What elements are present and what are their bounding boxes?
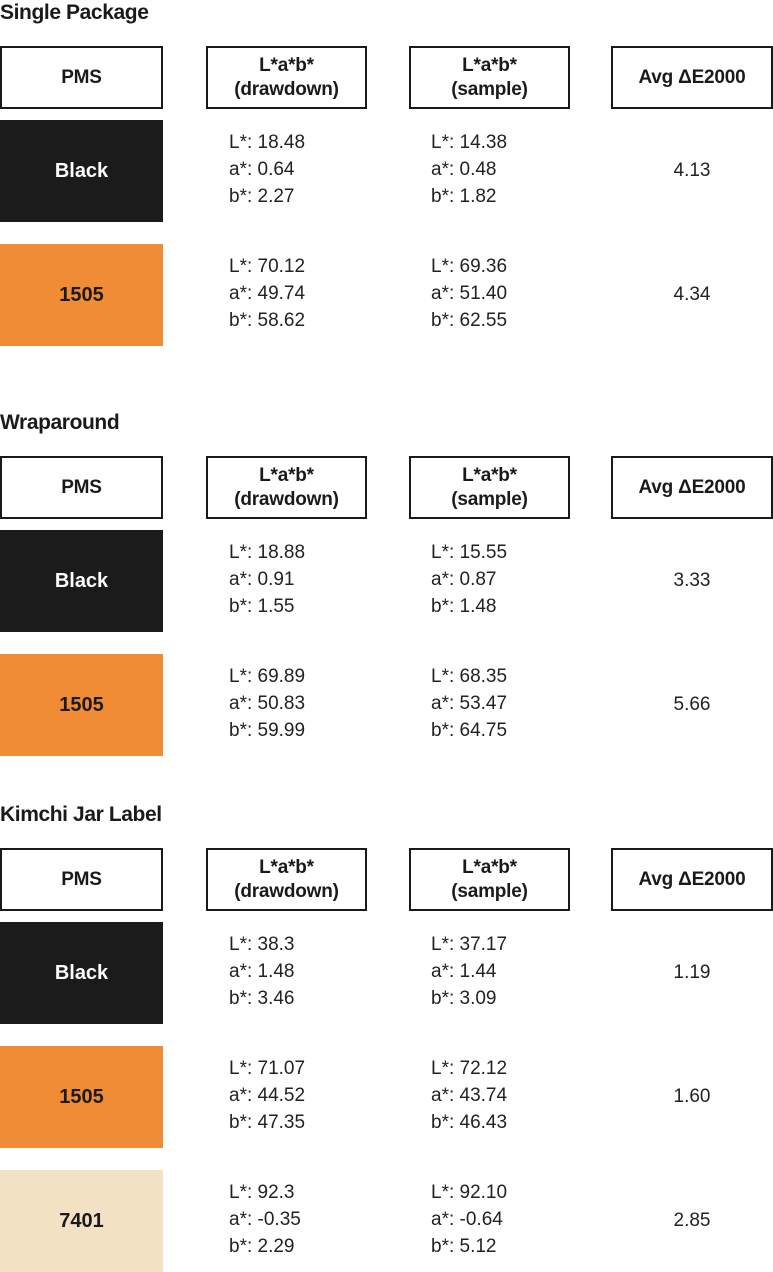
pms-label: 1505 <box>59 1085 104 1108</box>
drawdown-a: a*: 49.74 <box>229 283 306 304</box>
pms-label: 1505 <box>59 283 104 306</box>
section-title: Kimchi Jar Label <box>0 803 162 826</box>
header-drawdown-line2: (drawdown) <box>234 78 339 100</box>
sample-b: b*: 46.43 <box>431 1112 508 1133</box>
drawdown-b: b*: 47.35 <box>229 1112 306 1133</box>
drawdown-a: a*: 44.52 <box>229 1085 306 1106</box>
sample-values <box>431 1179 507 1260</box>
drawdown-values <box>229 1055 305 1136</box>
sample-b: b*: 1.82 <box>431 186 497 207</box>
sample-values <box>431 931 507 1012</box>
header-pms <box>0 46 163 109</box>
header-sample <box>409 456 570 519</box>
pms-label: Black <box>54 159 109 182</box>
drawdown-a: a*: 0.91 <box>229 569 295 590</box>
avg-delta-e-value: 4.34 <box>673 284 711 305</box>
drawdown-values <box>229 129 305 210</box>
sample-a: a*: 0.87 <box>431 569 497 590</box>
sample-l: L*: 15.55 <box>431 542 508 563</box>
avg-delta-e-value: 3.33 <box>673 570 711 591</box>
drawdown-l: L*: 18.48 <box>229 132 306 153</box>
drawdown-values <box>229 931 295 1012</box>
drawdown-l: L*: 18.88 <box>229 542 306 563</box>
header-sample-line1: L*a*b* <box>462 856 517 878</box>
color-swatch <box>0 530 163 632</box>
header-pms-label: PMS <box>61 66 102 88</box>
sample-a: a*: -0.64 <box>431 1209 503 1230</box>
drawdown-b: b*: 58.62 <box>229 310 306 331</box>
header-drawdown <box>206 46 367 109</box>
avg-delta-e-value: 4.13 <box>673 160 711 181</box>
color-swatch <box>0 120 163 222</box>
drawdown-a: a*: 0.64 <box>229 159 295 180</box>
sample-l: L*: 69.36 <box>431 256 508 277</box>
avg-delta-e-value: 1.60 <box>673 1086 711 1107</box>
drawdown-l: L*: 38.3 <box>229 934 295 955</box>
sample-b: b*: 1.48 <box>431 596 497 617</box>
sample-l: L*: 37.17 <box>431 934 508 955</box>
sample-values <box>431 129 507 210</box>
header-avg-label: Avg ΔE2000 <box>638 66 746 88</box>
sample-l: L*: 72.12 <box>431 1058 508 1079</box>
sample-values <box>431 539 507 620</box>
sample-b: b*: 64.75 <box>431 720 508 741</box>
drawdown-values <box>229 1179 301 1260</box>
header-drawdown-line1: L*a*b* <box>259 856 314 878</box>
pms-label: 1505 <box>59 693 104 716</box>
header-drawdown <box>206 848 367 911</box>
table-row <box>0 654 773 756</box>
sample-l: L*: 14.38 <box>431 132 508 153</box>
drawdown-b: b*: 59.99 <box>229 720 306 741</box>
avg-delta-e-value: 1.19 <box>673 962 711 983</box>
color-swatch <box>0 1170 163 1272</box>
header-sample-line1: L*a*b* <box>462 464 517 486</box>
header-pms-label: PMS <box>61 868 102 890</box>
header-sample-line2: (sample) <box>451 78 528 100</box>
pms-label: Black <box>54 961 109 984</box>
sample-a: a*: 51.40 <box>431 283 508 304</box>
sample-a: a*: 0.48 <box>431 159 497 180</box>
sample-l: L*: 68.35 <box>431 666 508 687</box>
header-sample-line1: L*a*b* <box>462 54 517 76</box>
sample-a: a*: 53.47 <box>431 693 508 714</box>
avg-delta-e-value: 5.66 <box>673 694 711 715</box>
color-swatch <box>0 244 163 346</box>
pms-label: 7401 <box>59 1209 104 1232</box>
header-drawdown-line2: (drawdown) <box>234 488 339 510</box>
sample-values <box>431 1055 507 1136</box>
sample-a: a*: 43.74 <box>431 1085 508 1106</box>
color-swatch <box>0 922 163 1024</box>
header-avg-delta-e <box>611 46 773 109</box>
header-avg-label: Avg ΔE2000 <box>638 476 746 498</box>
drawdown-values <box>229 539 305 620</box>
sample-b: b*: 62.55 <box>431 310 508 331</box>
avg-delta-e-value: 2.85 <box>673 1210 711 1231</box>
header-avg-delta-e <box>611 456 773 519</box>
drawdown-l: L*: 92.3 <box>229 1182 295 1203</box>
sample-values <box>431 253 507 334</box>
section-title: Wraparound <box>0 411 120 434</box>
drawdown-values <box>229 663 305 744</box>
drawdown-l: L*: 70.12 <box>229 256 306 277</box>
drawdown-b: b*: 3.46 <box>229 988 295 1009</box>
drawdown-a: a*: 1.48 <box>229 961 295 982</box>
sample-b: b*: 3.09 <box>431 988 497 1009</box>
sample-l: L*: 92.10 <box>431 1182 508 1203</box>
table-row <box>0 1046 773 1148</box>
drawdown-a: a*: -0.35 <box>229 1209 301 1230</box>
pms-label: Black <box>54 569 109 592</box>
sample-a: a*: 1.44 <box>431 961 497 982</box>
header-sample-line2: (sample) <box>451 880 528 902</box>
header-drawdown-line1: L*a*b* <box>259 464 314 486</box>
header-drawdown-line2: (drawdown) <box>234 880 339 902</box>
table-row <box>0 244 773 346</box>
drawdown-b: b*: 1.55 <box>229 596 295 617</box>
header-sample <box>409 848 570 911</box>
header-pms <box>0 456 163 519</box>
sample-values <box>431 663 507 744</box>
color-swatch <box>0 1046 163 1148</box>
drawdown-l: L*: 69.89 <box>229 666 306 687</box>
table-row <box>0 922 773 1024</box>
drawdown-values <box>229 253 305 334</box>
header-pms <box>0 848 163 911</box>
sample-b: b*: 5.12 <box>431 1236 497 1257</box>
table-row <box>0 530 773 632</box>
header-drawdown-line1: L*a*b* <box>259 54 314 76</box>
drawdown-b: b*: 2.27 <box>229 186 295 207</box>
color-swatch <box>0 654 163 756</box>
header-drawdown <box>206 456 367 519</box>
section-title: Single Package <box>0 1 149 24</box>
header-sample-line2: (sample) <box>451 488 528 510</box>
table-row <box>0 120 773 222</box>
header-avg-delta-e <box>611 848 773 911</box>
header-avg-label: Avg ΔE2000 <box>638 868 746 890</box>
table-row <box>0 1170 773 1272</box>
drawdown-b: b*: 2.29 <box>229 1236 295 1257</box>
drawdown-l: L*: 71.07 <box>229 1058 306 1079</box>
drawdown-a: a*: 50.83 <box>229 693 306 714</box>
header-sample <box>409 46 570 109</box>
header-pms-label: PMS <box>61 476 102 498</box>
